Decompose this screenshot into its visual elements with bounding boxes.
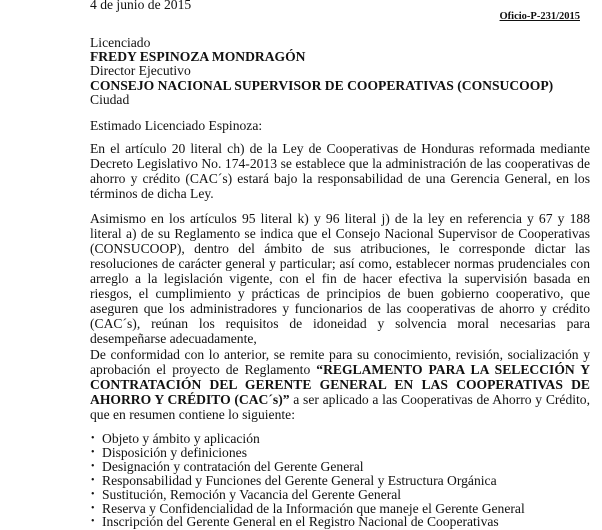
topic-text: Reserva y Confidencialidad de la Información que maneje el Gerente General bbox=[102, 500, 525, 516]
reference-number: Oficio-P-231/2015 bbox=[499, 11, 580, 22]
list-item bbox=[90, 432, 525, 446]
submission-text-before: De conformidad con lo anterior, se remite para su conocimiento, revisión, socialización y aprobación el proyecto de Reglamento bbox=[90, 347, 590, 377]
bullet-icon: • bbox=[91, 502, 95, 514]
topic-text: Disposición y definiciones bbox=[102, 444, 247, 460]
topic-text: Inscripción del Gerente General en el Registro Nacional de Cooperativas bbox=[102, 514, 499, 530]
recipient-city: Ciudad bbox=[90, 91, 130, 107]
topic-text: Objeto y ámbito y aplicación bbox=[102, 431, 260, 446]
list-item bbox=[90, 446, 525, 460]
bullet-icon: • bbox=[91, 446, 95, 458]
list-item bbox=[90, 460, 525, 474]
recipient-title: Licenciado bbox=[90, 35, 151, 50]
salutation: Estimado Licenciado Espinoza: bbox=[90, 118, 263, 133]
recipient-position: Director Ejecutivo bbox=[90, 63, 191, 79]
list-item bbox=[90, 488, 525, 502]
topic-text: Responsabilidad y Funciones del Gerente General y Estructura Orgánica bbox=[102, 472, 497, 488]
list-item bbox=[90, 515, 525, 529]
paragraph-regulatory-authority: Asimismo en los artículos 95 literal k) y 96 literal j) de la ley en referencia y 67 y 188 literal a) de su Reglamento se indica que el Consejo Nacional Supervisor de Cooperativas (CONSUCOOP), dentro del ámbito de sus atribuciones, le corresponde dictar las resoluciones de carácter general y particular; así como, establecer normas prudenciales con arreglo a la legislación vigente, con el fin de hacer efectiva la supervisión basada en riesgos, el cumplimiento y prácticas de principios de buen gobierno cooperativo, que aseguren que los administradores y funcionarios de las cooperativas de ahorro y crédito (CAC´s), reúnan los requisitos de idoneidad y solvencia moral necesarias para desempeñarse adecuadamente, bbox=[90, 211, 590, 346]
bullet-icon: • bbox=[91, 474, 95, 486]
paragraph-submission bbox=[90, 347, 590, 422]
letter-date: 4 de junio de 2015 bbox=[90, 0, 192, 12]
bullet-icon: • bbox=[91, 460, 95, 472]
list-item bbox=[90, 502, 525, 516]
topic-text: Sustitución, Remoción y Vacancia del Gerente General bbox=[102, 486, 402, 502]
regulation-title: “REGLAMENTO PARA LA SELECCIÓN Y CONTRATACIÓN DEL GERENTE GENERAL EN LAS COOPERATIVAS DE AHORRO Y CRÉDITO (CAC´s)” bbox=[90, 362, 591, 407]
regulation-topics-list bbox=[90, 432, 525, 529]
submission-text-after: a ser aplicado a las Cooperativas de Ahorro y Crédito, que en resumen contiene lo siguiente: bbox=[90, 392, 590, 422]
bullet-icon: • bbox=[91, 516, 95, 528]
bullet-icon: • bbox=[91, 433, 95, 444]
recipient-organization: CONSEJO NACIONAL SUPERVISOR DE COOPERATIVAS (CONSUCOOP) bbox=[90, 77, 554, 93]
paragraph-legal-basis: En el artículo 20 literal ch) de la Ley de Cooperativas de Honduras reformada mediante Decreto Legislativo No. 174-2013 se establece que la administración de las cooperativas de ahorro y crédito (CAC´s) estará bajo la responsabilidad de una Gerencia General, en los términos de dicha Ley. bbox=[90, 141, 590, 201]
recipient-block bbox=[90, 36, 590, 107]
topic-text: Designación y contratación del Gerente General bbox=[102, 458, 364, 474]
bullet-icon: • bbox=[91, 488, 95, 500]
recipient-name: FREDY ESPINOZA MONDRAGÓN bbox=[90, 49, 306, 65]
list-item bbox=[90, 474, 525, 488]
